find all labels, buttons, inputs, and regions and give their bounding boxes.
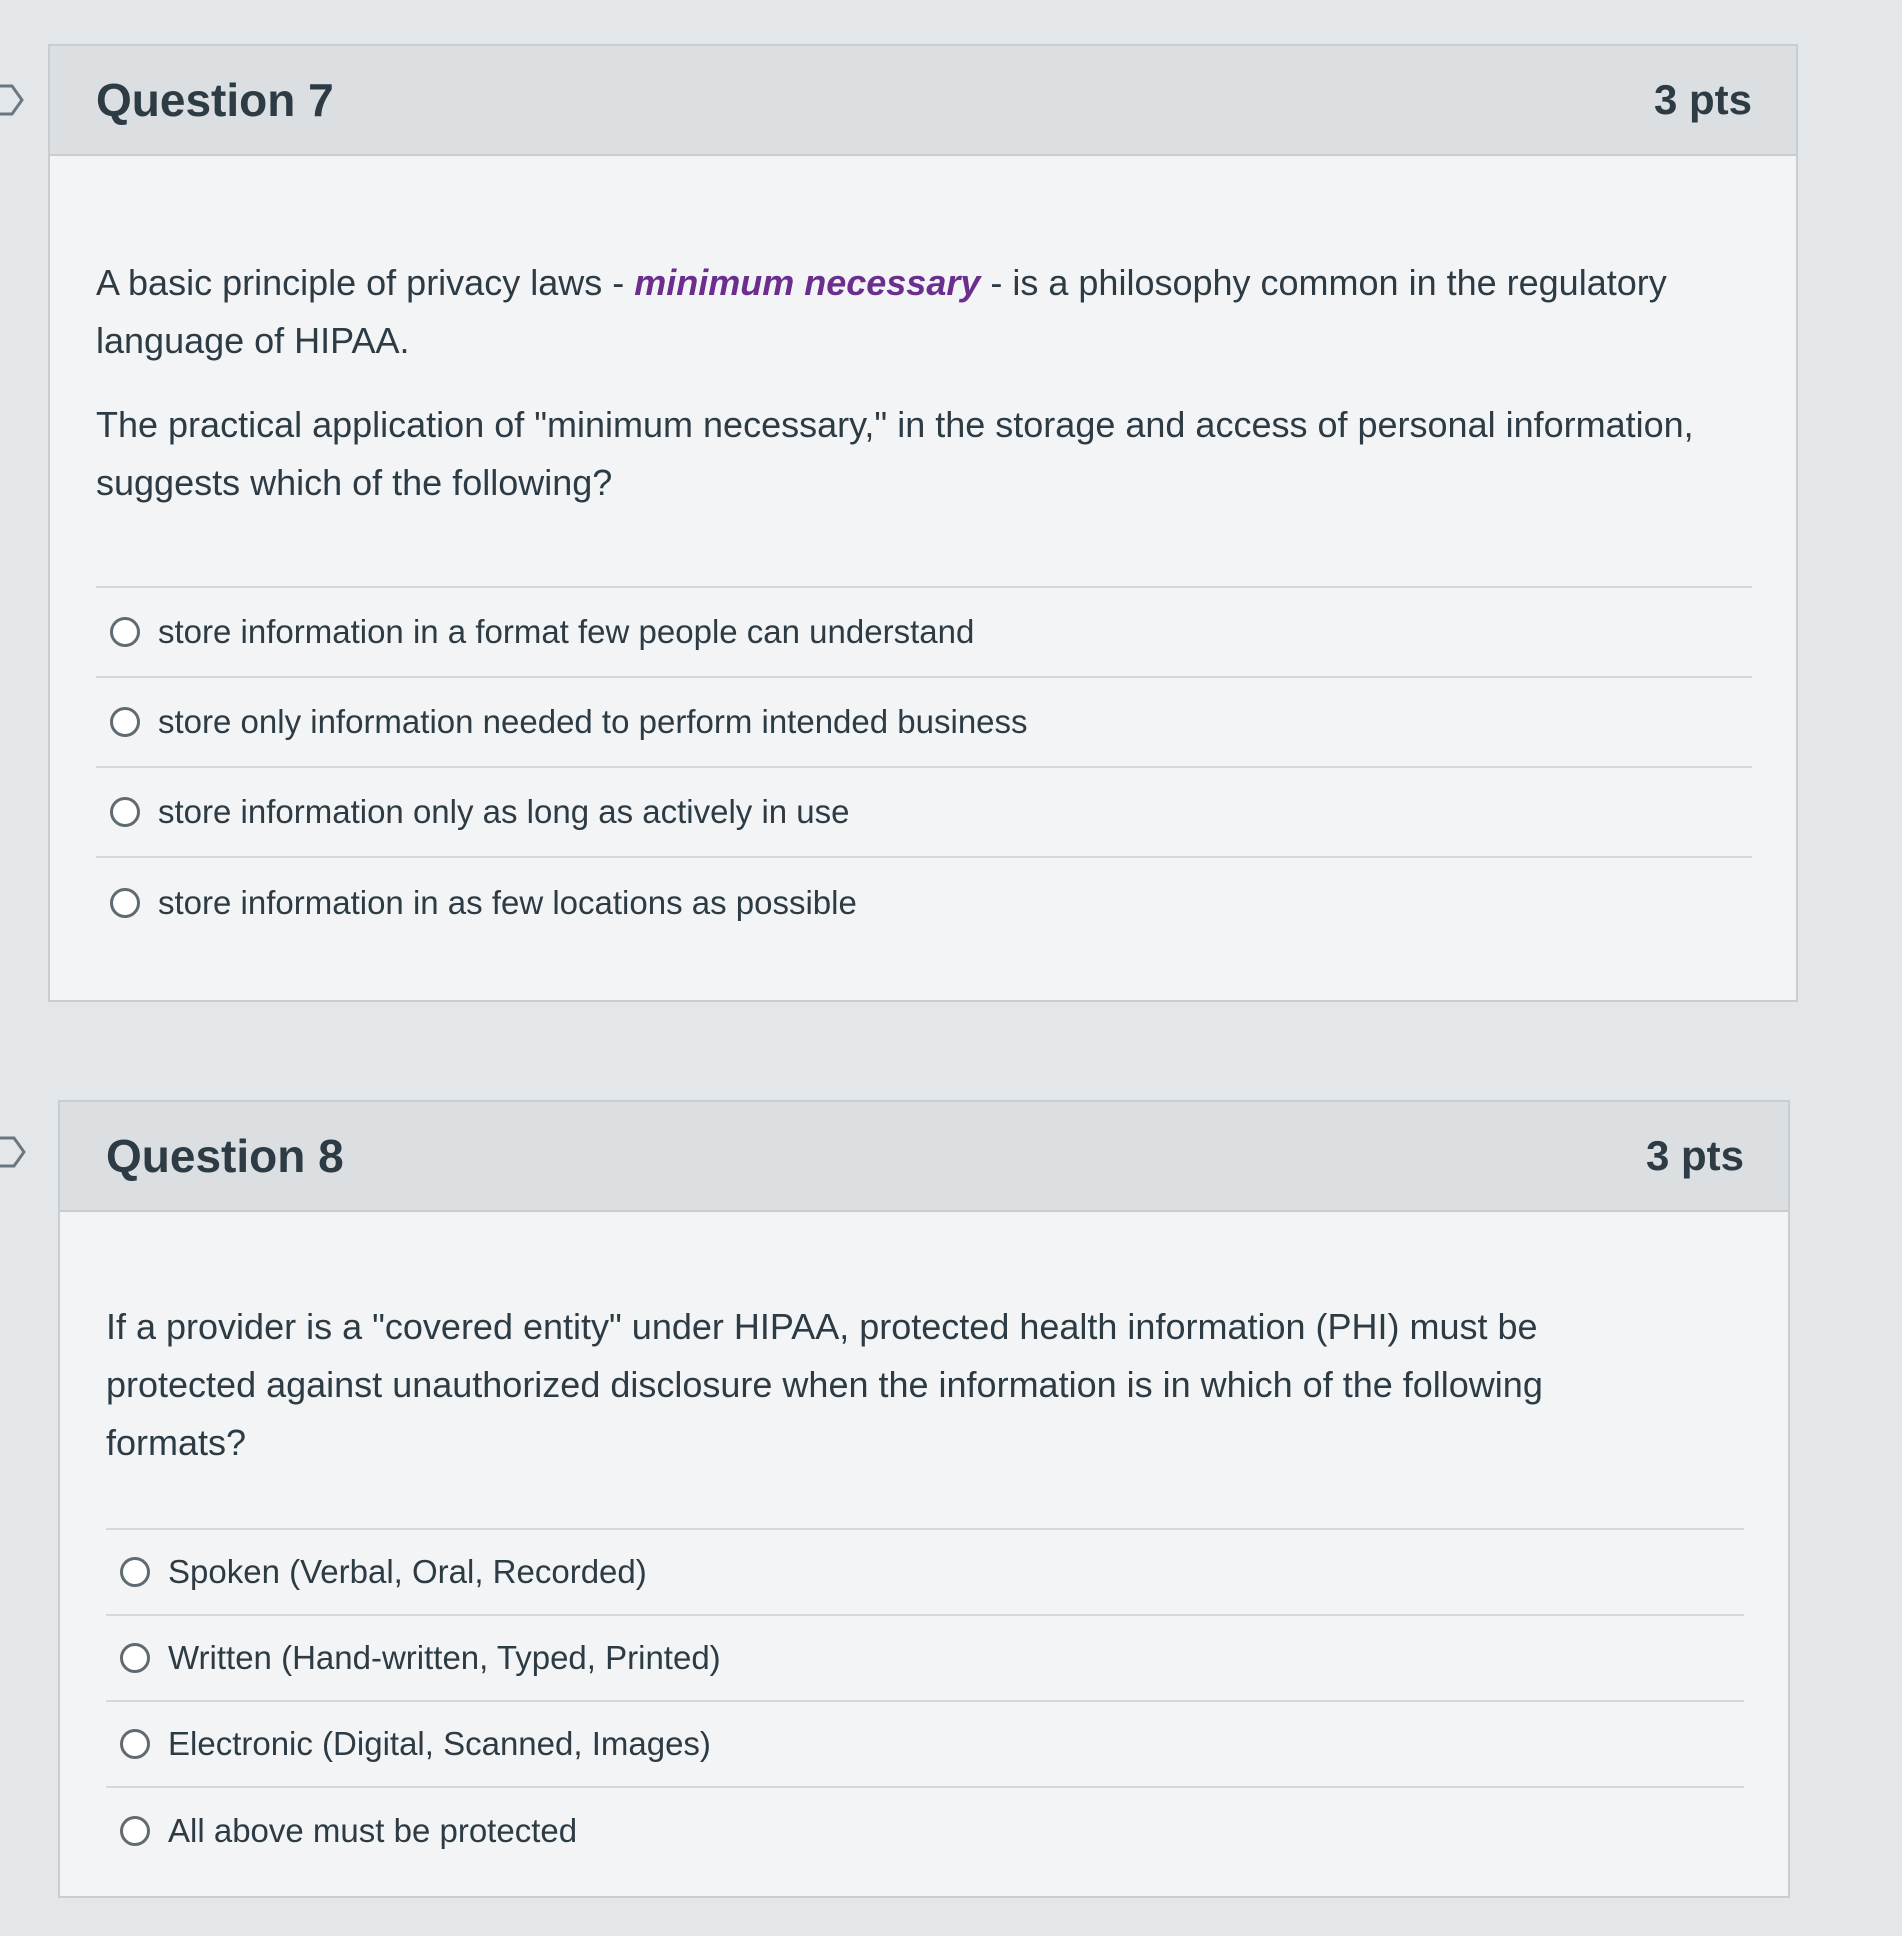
answer-label[interactable]: store information in a format few people can understand (158, 613, 975, 650)
answer-option[interactable] (96, 768, 1752, 858)
answer-label[interactable]: All above must be protected (168, 1812, 578, 1849)
flag-question-8-icon[interactable] (0, 1132, 30, 1172)
question-prompt-paragraph-2: The practical application of "minimum necessary," in the storage and access of personal information, suggests which of the following? (96, 404, 1694, 503)
question-body (50, 156, 1796, 948)
answer-option[interactable] (96, 858, 1752, 948)
radio-button-icon[interactable] (120, 1643, 150, 1673)
radio-button-icon[interactable] (120, 1557, 150, 1587)
answer-list (96, 586, 1752, 948)
answer-option[interactable] (106, 1702, 1744, 1788)
radio-button-icon[interactable] (110, 617, 140, 647)
answer-option[interactable] (106, 1616, 1744, 1702)
question-title: Question 8 (106, 1130, 344, 1182)
answer-label[interactable]: Electronic (Digital, Scanned, Images) (168, 1725, 711, 1762)
prompt-text: - is a philosophy common in the regulatory language of HIPAA. (96, 262, 1667, 361)
question-header (60, 1102, 1788, 1212)
question-8-card (58, 1100, 1790, 1898)
question-points: 3 pts (1645, 1132, 1744, 1179)
question-header (50, 46, 1796, 156)
radio-button-icon[interactable] (120, 1816, 150, 1846)
answer-list (106, 1528, 1744, 1874)
radio-button-icon[interactable] (120, 1729, 150, 1759)
answer-option[interactable] (106, 1530, 1744, 1616)
answer-option[interactable] (106, 1788, 1744, 1874)
answer-label[interactable]: Spoken (Verbal, Oral, Recorded) (168, 1553, 647, 1590)
answer-label[interactable]: store information in as few locations as possible (158, 884, 857, 921)
radio-button-icon[interactable] (110, 707, 140, 737)
prompt-highlight: minimum necessary (634, 262, 981, 303)
radio-button-icon[interactable] (110, 797, 140, 827)
prompt-text: A basic principle of privacy laws - (96, 262, 635, 303)
question-prompt: If a provider is a "covered entity" under HIPAA, protected health information (PHI) must be protected against unauthorized disclosure when the information is in which of the following formats? (106, 1306, 1543, 1463)
answer-option[interactable] (96, 588, 1752, 678)
answer-option[interactable] (96, 678, 1752, 768)
answer-label[interactable]: store only information needed to perform intended business (158, 703, 1028, 740)
question-body (60, 1212, 1788, 1874)
answer-label[interactable]: store information only as long as actively in use (158, 793, 850, 830)
radio-button-icon[interactable] (110, 888, 140, 918)
question-prompt (96, 156, 1752, 370)
answer-label[interactable]: Written (Hand-written, Typed, Printed) (168, 1639, 721, 1676)
question-7-card (48, 44, 1798, 1002)
flag-question-7-icon[interactable] (0, 80, 28, 120)
question-points: 3 pts (1653, 76, 1752, 123)
question-title: Question 7 (96, 74, 334, 126)
